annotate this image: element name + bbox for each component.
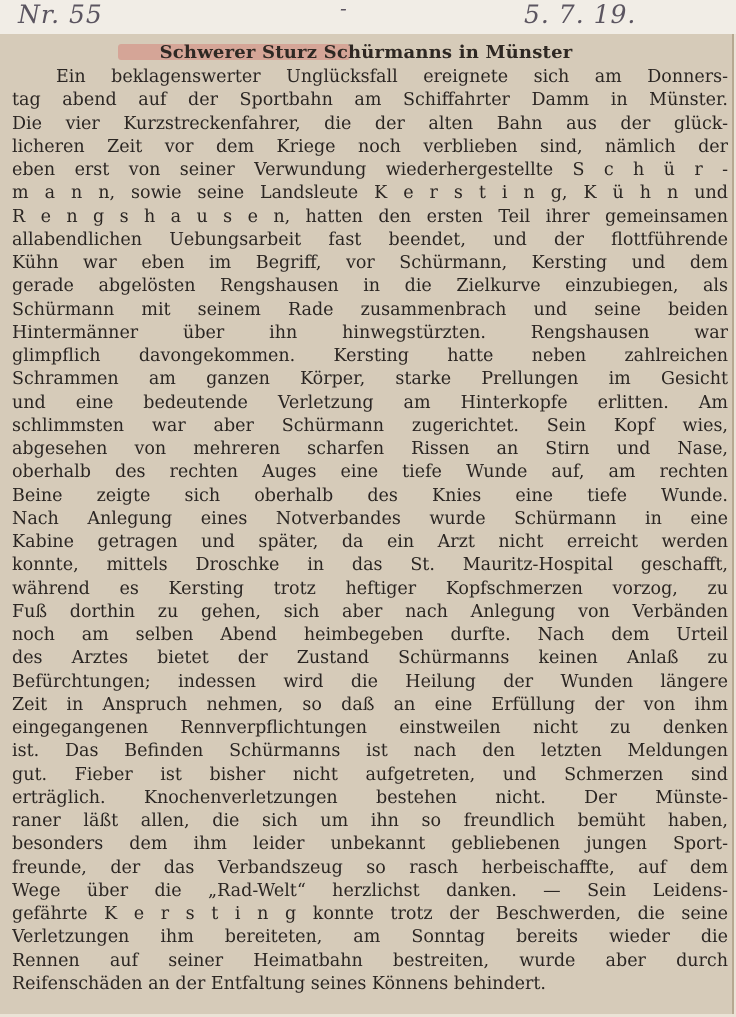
article-line: Fuß dorthin zu gehen, sich aber nach Anlegung von Verbänden	[12, 601, 728, 622]
paper-strip	[0, 0, 736, 34]
article-line: konnte, mittels Droschke in das St. Mauritz-Hospital geschafft,	[12, 555, 728, 576]
article-line: Beine zeigte sich oberhalb des Knies eine tiefe Wunde.	[12, 485, 728, 506]
article-line: schlimmsten war aber Schürmann zugerichtet. Sein Kopf wies,	[12, 415, 728, 436]
article-line: licheren Zeit vor dem Kriege noch verblieben sind, nämlich der	[12, 136, 728, 157]
article-line: abgesehen von mehreren scharfen Rissen an Stirn und Nase,	[12, 439, 728, 459]
article-line: Befürchtungen; indessen wird die Heilung der Wunden längere	[12, 671, 728, 692]
article-title: Schwerer Sturz Schürmanns in Münster	[159, 42, 573, 63]
article-line: m a n n, sowie seine Landsleute K e r s t i n g, K ü h n und	[12, 183, 728, 204]
handwritten-number: Nr. 55	[18, 0, 103, 29]
article-line: noch am selben Abend heimbegeben durfte. Nach dem Urteil	[12, 625, 728, 645]
article-line: Kabine getragen und später, da ein Arzt nicht erreicht werden	[12, 532, 728, 552]
article-line: Schrammen am ganzen Körper, starke Prellungen im Gesicht	[12, 369, 728, 390]
article-line: R e n g s h a u s e n, hatten den ersten Teil ihrer gemeinsamen	[12, 206, 728, 227]
article-line: freunde, der das Verbandszeug so rasch herbeischaffte, auf dem	[12, 857, 728, 878]
article-line: gefährte K e r s t i n g konnte trotz der Beschwerden, die seine	[12, 904, 728, 924]
article-line: Wege über die „Rad-Welt“ herzlichst danken. — Sein Leidens-	[12, 880, 728, 901]
article-line: eben erst von seiner Verwundung wiederhergestellte S c h ü r -	[12, 160, 728, 180]
article-line: gerade abgelösten Rengshausen in die Zielkurve einzubiegen, als	[12, 276, 728, 297]
article-line: Verletzungen ihm bereiteten, am Sonntag bereits wieder die	[12, 927, 728, 948]
article-body	[12, 66, 728, 996]
article-line: Rennen auf seiner Heimatbahn bestreiten, wurde aber durch	[12, 950, 728, 971]
article-line: Die vier Kurzstreckenfahrer, die der alten Bahn aus der glück-	[12, 113, 728, 134]
article-line: oberhalb des rechten Auges eine tiefe Wunde auf, am rechten	[12, 462, 728, 483]
article-line: und eine bedeutende Verletzung am Hinterkopfe erlitten. Am	[12, 392, 728, 413]
handwritten-dash: -	[340, 0, 348, 20]
article-line: eingegangenen Rennverpflichtungen einstweilen nicht zu denken	[12, 718, 728, 738]
article-line: Schürmann mit seinem Rade zusammenbrach und seine beiden	[12, 299, 728, 320]
handwritten-date: 5. 7. 19.	[524, 0, 637, 29]
article-line: des Arztes bietet der Zustand Schürmanns keinen Anlaß zu	[12, 648, 728, 669]
article-line: tag abend auf der Sportbahn am Schiffahrter Damm in Münster.	[12, 90, 728, 111]
article-line: Hintermänner über ihn hinwegstürzten. Rengshausen war	[12, 322, 728, 343]
article-line: Ein beklagenswerter Unglücksfall ereignete sich am Donners-	[56, 67, 728, 87]
article-line: Nach Anlegung eines Notverbandes wurde Schürmann in eine	[12, 508, 728, 529]
article-line: raner läßt allen, die sich um ihn so freundlich bemüht haben,	[12, 811, 728, 831]
article-line: besonders dem ihm leider unbekannt gebliebenen jungen Sport-	[12, 834, 728, 855]
article-line: Kühn war eben im Begriff, vor Schürmann, Kersting und dem	[12, 253, 728, 273]
article-line: allabendlichen Uebungsarbeit fast beendet, und der flottführende	[12, 229, 728, 250]
article-line: gut. Fieber ist bisher nicht aufgetreten, und Schmerzen sind	[12, 764, 728, 785]
article-line: ist. Das Befinden Schürmanns ist nach den letzten Meldungen	[12, 741, 728, 762]
article-line: während es Kersting trotz heftiger Kopfschmerzen vorzog, zu	[12, 578, 728, 599]
article-line: glimpflich davongekommen. Kersting hatte neben zahlreichen	[12, 346, 728, 366]
article-line: Zeit in Anspruch nehmen, so daß an eine Erfüllung der von ihm	[12, 694, 728, 715]
article-line: erträglich. Knochenverletzungen bestehen nicht. Der Münste-	[12, 787, 728, 808]
article-line: Reifenschäden an der Entfaltung seines Könnens behindert.	[12, 973, 546, 994]
